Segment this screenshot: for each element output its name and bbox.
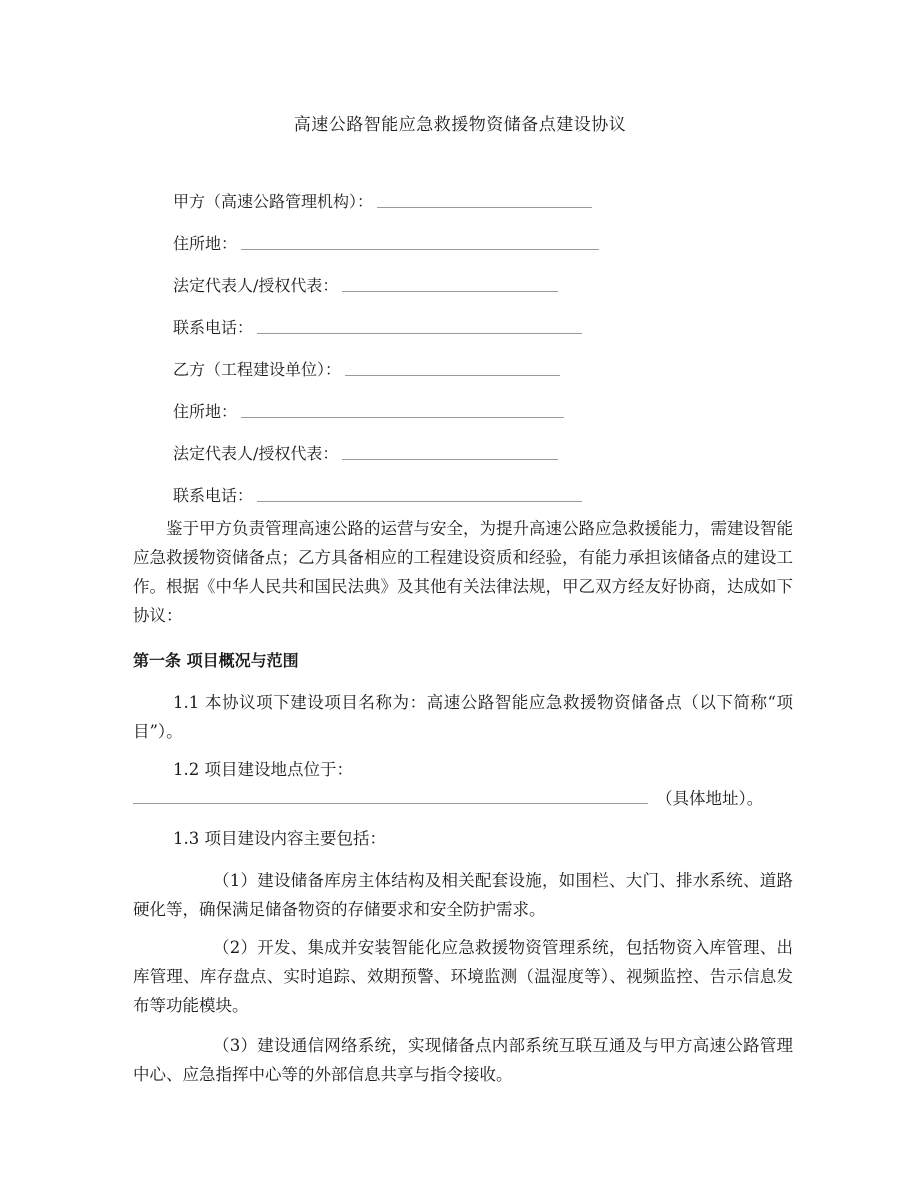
party-a-representative-label: 法定代表人/授权代表： bbox=[173, 276, 339, 295]
party-a-address-label: 住所地： bbox=[173, 234, 238, 253]
project-address-line bbox=[133, 783, 793, 809]
clause-1-1: 1.1 本协议项下建设项目名称为：高速公路智能应急救援物资储备点（以下简称“项目”）。 bbox=[133, 693, 793, 741]
party-b-address-label: 住所地： bbox=[173, 402, 238, 421]
clause-1-3-item-1: （1）建设储备库房主体结构及相关配套设施，如围栏、大门、排水系统、道路硬化等，确保满足储备物资的存储要求和安全防护需求。 bbox=[133, 871, 793, 919]
party-b-representative-label: 法定代表人/授权代表： bbox=[173, 444, 339, 463]
project-address-blank[interactable] bbox=[133, 803, 648, 804]
party-b-label: 乙方（工程建设单位）： bbox=[173, 360, 342, 379]
party-b-representative-blank[interactable] bbox=[342, 458, 558, 460]
clause-1-3-item-2: （2）开发、集成并安装智能化应急救援物资管理系统，包括物资入库管理、出库管理、库存盘点、实时追踪、效期预警、环境监测（温湿度等）、视频监控、告示信息发布等功能模块。 bbox=[133, 938, 793, 1015]
party-b-phone-blank[interactable] bbox=[257, 500, 582, 502]
party-b-blank[interactable] bbox=[345, 374, 560, 376]
clause-1-3-item-3: （3）建设通信网络系统，实现储备点内部系统互联互通及与甲方高速公路管理中心、应急指挥中心等的外部信息共享与指令接收。 bbox=[133, 1036, 793, 1084]
party-a-address-blank[interactable] bbox=[241, 248, 599, 250]
party-a-phone-field bbox=[173, 314, 582, 338]
party-a-representative-field bbox=[173, 272, 558, 296]
party-b-address-field bbox=[173, 398, 564, 422]
party-b-representative-field bbox=[173, 440, 558, 464]
clause-1-3: 1.3 项目建设内容主要包括： bbox=[173, 829, 386, 848]
party-a-blank[interactable] bbox=[377, 206, 592, 208]
party-b-phone-label: 联系电话： bbox=[173, 486, 254, 505]
party-b-phone-field bbox=[173, 482, 582, 506]
clause-1-2: 1.2 项目建设地点位于： bbox=[173, 760, 353, 779]
preamble-paragraph: 鉴于甲方负责管理高速公路的运营与安全，为提升高速公路应急救援能力，需建设智能应急救援物资储备点；乙方具备相应的工程建设资质和经验，有能力承担该储备点的建设工作。根据《中华人民共和国民法典》及其他有关法律法规，甲乙双方经友好协商，达成如下协议： bbox=[133, 519, 793, 625]
party-a-label: 甲方（高速公路管理机构）： bbox=[173, 192, 374, 211]
party-a-phone-label: 联系电话： bbox=[173, 318, 254, 337]
party-a-field bbox=[173, 188, 592, 212]
document-title: 高速公路智能应急救援物资储备点建设协议 bbox=[293, 115, 627, 135]
party-a-phone-blank[interactable] bbox=[257, 332, 582, 334]
party-b-address-blank[interactable] bbox=[241, 416, 564, 418]
party-a-representative-blank[interactable] bbox=[342, 290, 558, 292]
party-b-field bbox=[173, 356, 560, 380]
project-address-suffix: （具体地址）。 bbox=[656, 789, 764, 808]
article-1-heading: 第一条 项目概况与范围 bbox=[133, 651, 299, 670]
party-a-address-field bbox=[173, 230, 599, 254]
